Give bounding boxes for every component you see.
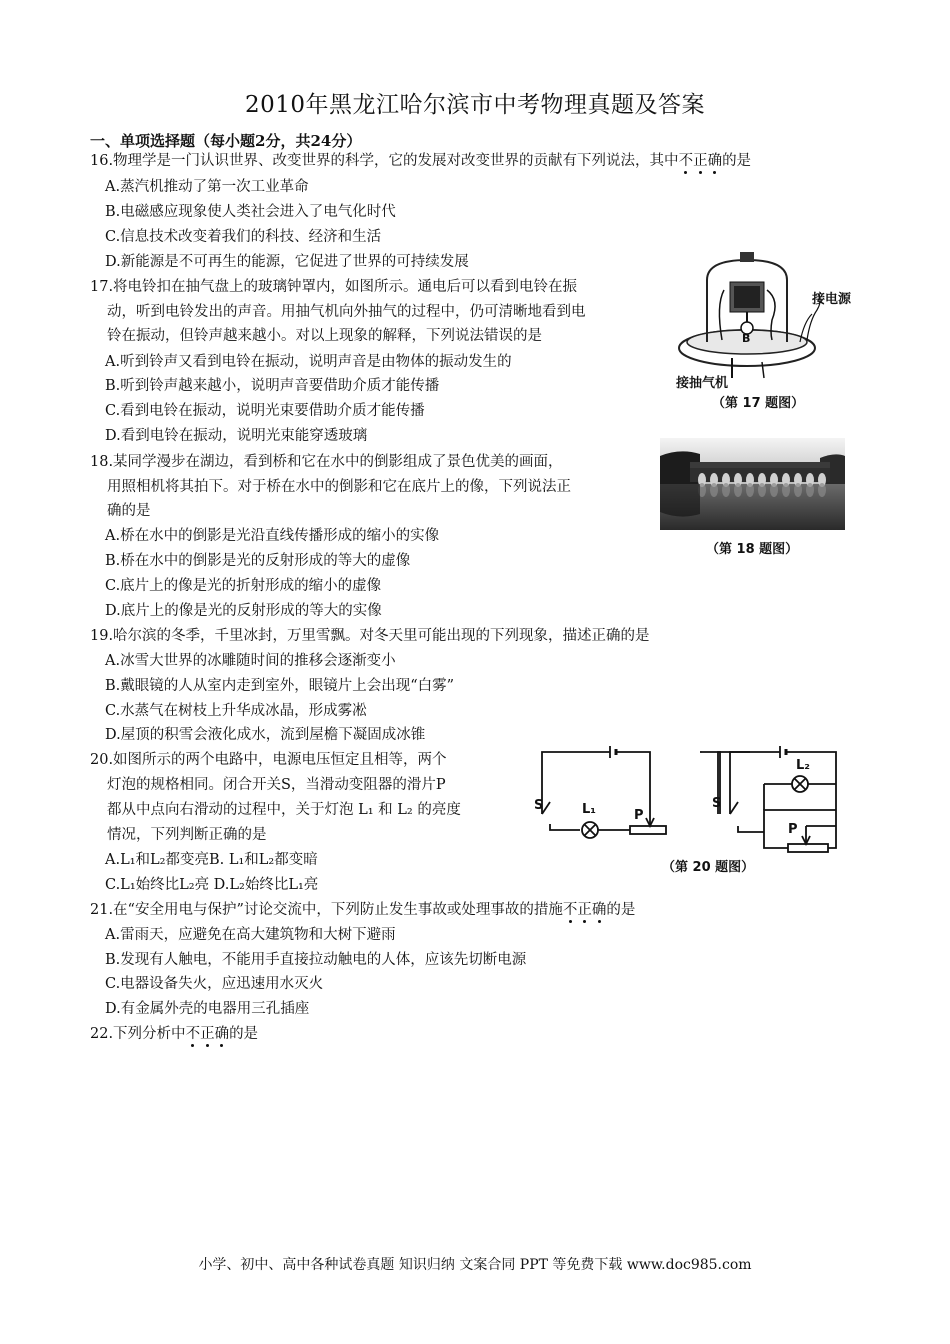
q21-stem	[90, 901, 635, 919]
q19-option-b: B.戴眼镜的人从室内走到室外，眼镜片上会出现“白雾”	[105, 678, 455, 694]
q16-emph-char: 确	[707, 153, 723, 169]
q21-option-c: C.电器设备失火，应迅速用水灭火	[105, 976, 324, 992]
q16-option-d: D.新能源是不可再生的能源，它促进了世界的可持续发展	[105, 254, 469, 270]
q17-figure-caption: （第 17 题图）	[712, 396, 805, 411]
q16-stem-text: 16.物理学是一门认识世界、改变世界的科学，它的发展对改变世界的贡献有下列说法，其中	[90, 153, 679, 169]
circuit1-label-s: S	[534, 798, 544, 813]
q18-stem-line: 18.某同学漫步在湖边，看到桥和它在水中的倒影组成了景色优美的画面，	[90, 454, 563, 470]
q18-stem-line: 确的是	[107, 503, 151, 519]
q22-emph-char: 正	[200, 1026, 215, 1042]
section-heading: 一、单项选择题（每小题2分，共24分）	[90, 132, 362, 150]
q17-option-d: D.看到电铃在振动，说明光束能穿透玻璃	[105, 428, 368, 444]
q21-option-b: B.发现有人触电，不能用手直接拉动触电的人体，应该先切断电源	[105, 952, 527, 968]
q17-figure	[672, 250, 862, 410]
q18-option-d: D.底片上的像是光的反射形成的等大的实像	[105, 603, 382, 619]
q22-stem-text: 22.下列分析中	[90, 1026, 186, 1042]
q20-option-ab: A.L₁和L₂都变亮B. L₁和L₂都变暗	[105, 852, 318, 868]
q21-option-a: A.雷雨天，应避免在高大建筑物和大树下避雨	[105, 927, 396, 943]
circuit1-label-p: P	[634, 808, 644, 823]
q19-option-a: A.冰雪大世界的冰雕随时间的推移会逐渐变小	[105, 653, 396, 669]
q18-option-b: B.桥在水中的倒影是光的反射形成的等大的虚像	[105, 553, 411, 569]
q17-stem-line: 17.将电铃扣在抽气盘上的玻璃钟罩内，如图所示。通电后可以看到电铃在振	[90, 279, 578, 295]
q19-stem: 19.哈尔滨的冬季，千里冰封，万里雪飘。对冬天里可能出现的下列现象，描述正确的是	[90, 628, 650, 644]
q21-stem-tail: 的是	[606, 902, 636, 918]
q20-option-cd: C.L₁始终比L₂亮 D.L₂始终比L₁亮	[105, 877, 319, 893]
q20-stem-line: 情况，下列判断正确的是	[107, 827, 267, 843]
q22-emph-char: 不	[185, 1026, 201, 1042]
q16-option-b: B.电磁感应现象使人类社会进入了电气化时代	[105, 204, 396, 220]
q18-figure-caption: （第 18 题图）	[706, 542, 799, 557]
q18-figure	[660, 438, 845, 558]
figure-label-power: 接电源	[812, 292, 852, 307]
page-footer: 小学、初中、高中各种试卷真题 知识归纳 文案合同 PPT 等免费下载 www.doc985.com	[198, 1257, 752, 1273]
figure-label-b: B	[742, 332, 751, 345]
figure-label-pump: 接抽气机	[676, 376, 729, 391]
bridge-photo	[660, 438, 845, 530]
q20-figure-caption: （第 20 题图）	[662, 860, 755, 875]
q19-option-d: D.屋顶的积雪会液化成水，流到屋檐下凝固成冰锥	[105, 727, 426, 743]
document-title: 2010年黑龙江哈尔滨市中考物理真题及答案	[244, 92, 706, 118]
q21-emph-char: 不	[562, 902, 578, 918]
q18-option-c: C.底片上的像是光的折射形成的缩小的虚像	[105, 578, 382, 594]
q17-option-c: C.看到电铃在振动，说明光束要借助介质才能传播	[105, 403, 425, 419]
q16-stem-tail: 的是	[722, 153, 752, 169]
q20-stem-line: 都从中点向右滑动的过程中，关于灯泡 L₁ 和 L₂ 的亮度	[107, 802, 461, 818]
q16-option-a: A.蒸汽机推动了第一次工业革命	[105, 179, 309, 195]
q16-stem	[90, 152, 751, 170]
q21-option-d: D.有金属外壳的电器用三孔插座	[105, 1001, 310, 1017]
q22-emph-char: 确	[214, 1026, 230, 1042]
q17-option-b: B.听到铃声越来越小，说明声音要借助介质才能传播	[105, 378, 440, 394]
q18-option-a: A.桥在水中的倒影是光沿直线传播形成的缩小的实像	[105, 528, 440, 544]
q21-emph-char: 正	[577, 902, 592, 918]
circuit-right-svg	[700, 744, 850, 854]
circuit1-label-l1: L₁	[582, 802, 596, 817]
q19-option-c: C.水蒸气在树枝上升华成冰晶，形成雾凇	[105, 703, 367, 719]
q17-stem-line: 铃在振动，但铃声越来越小。对以上现象的解释，下列说法错误的是	[107, 328, 542, 344]
q17-option-a: A.听到铃声又看到电铃在振动，说明声音是由物体的振动发生的	[105, 354, 512, 370]
q21-emph-char: 确	[591, 902, 607, 918]
q17-stem-line: 动，听到电铃发出的声音。用抽气机向外抽气的过程中，仍可清晰地看到电	[107, 304, 586, 320]
q20-stem-line: 灯泡的规格相同。闭合开关S，当滑动变阻器的滑片P	[107, 777, 446, 793]
q22-stem-tail: 的是	[229, 1026, 259, 1042]
circuit2-label-p: P	[788, 822, 798, 837]
circuit2-label-l2: L₂	[796, 758, 810, 773]
q16-emph-char: 正	[693, 153, 708, 169]
q22-stem	[90, 1025, 258, 1043]
q20-stem-line: 20.如图所示的两个电路中，电源电压恒定且相等，两个	[90, 752, 447, 768]
q16-emph-char: 不	[678, 153, 694, 169]
q21-stem-text: 21.在“安全用电与保护”讨论交流中，下列防止发生事故或处理事故的措施	[90, 902, 563, 918]
q16-option-c: C.信息技术改变着我们的科技、经济和生活	[105, 229, 382, 245]
q18-stem-line: 用照相机将其拍下。对于桥在水中的倒影和它在底片上的像，下列说法正	[107, 479, 571, 495]
circuit2-label-s: S	[712, 796, 722, 811]
